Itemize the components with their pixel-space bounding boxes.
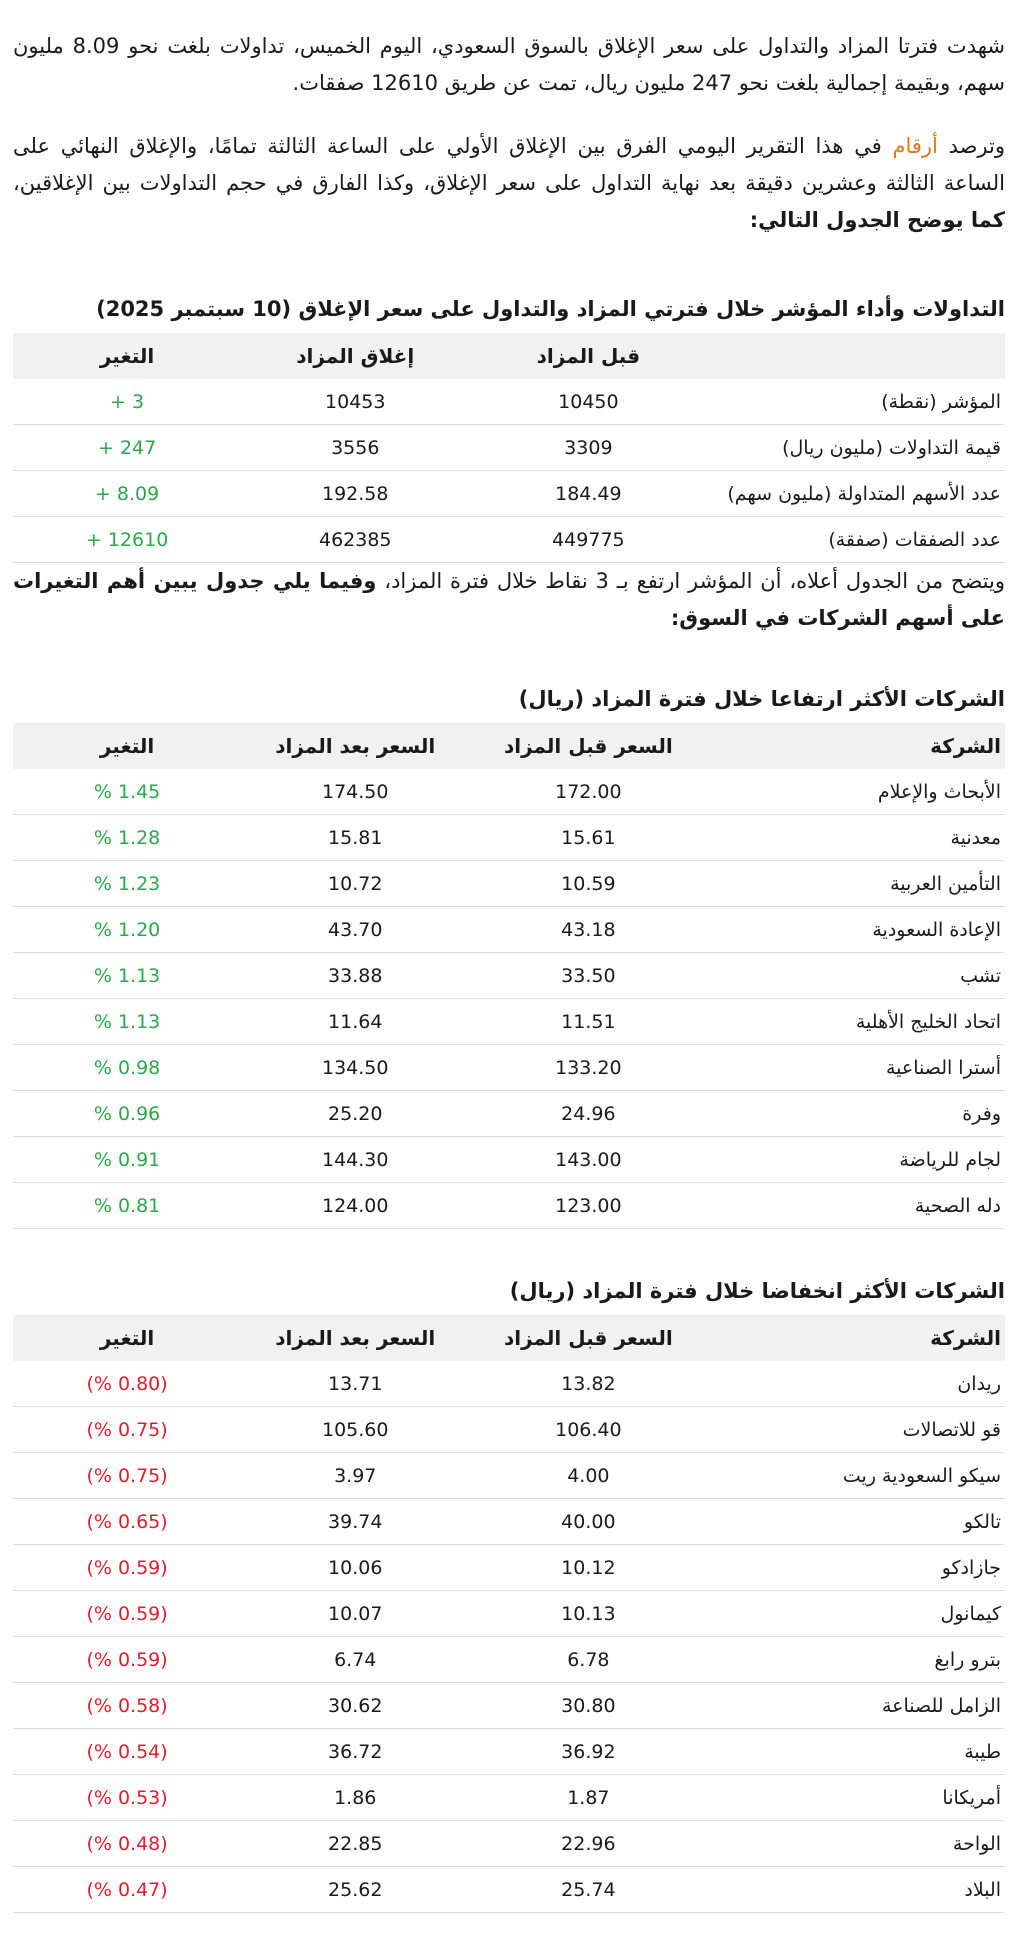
price-after: 124.00 — [241, 1183, 469, 1229]
change-percent: 1.23 % — [13, 861, 241, 907]
change-percent: (0.47 %) — [13, 1867, 241, 1913]
table-row — [13, 425, 1005, 471]
price-after: 39.74 — [241, 1499, 469, 1545]
table-row — [13, 471, 1005, 517]
table-row — [13, 1045, 1005, 1091]
middle-text: ويتضح من الجدول أعلاه، أن المؤشر ارتفع بـ 3 نقاط خلال فترة المزاد، — [376, 569, 1005, 593]
price-before: 1.87 — [469, 1775, 707, 1821]
change-percent: 0.96 % — [13, 1091, 241, 1137]
header-cell: السعر بعد المزاد — [241, 723, 469, 769]
change-percent: 0.81 % — [13, 1183, 241, 1229]
price-after: 1.86 — [241, 1775, 469, 1821]
table-row — [13, 1183, 1005, 1229]
company-name: طيبة — [707, 1729, 1005, 1775]
price-before: 40.00 — [469, 1499, 707, 1545]
table-row — [13, 1637, 1005, 1683]
table-row — [13, 1137, 1005, 1183]
price-before: 25.74 — [469, 1867, 707, 1913]
change-percent: 1.20 % — [13, 907, 241, 953]
middle-paragraph — [13, 563, 1005, 637]
price-before: 15.61 — [469, 815, 707, 861]
price-after: 134.50 — [241, 1045, 469, 1091]
price-after: 22.85 — [241, 1821, 469, 1867]
table-row — [13, 1361, 1005, 1407]
cell-after: 462385 — [241, 517, 469, 563]
table-row — [13, 1591, 1005, 1637]
price-after: 25.62 — [241, 1867, 469, 1913]
change-percent: 1.28 % — [13, 815, 241, 861]
header-cell: قبل المزاد — [469, 333, 707, 379]
table-header-row — [13, 723, 1005, 769]
price-before: 10.13 — [469, 1591, 707, 1637]
table-row — [13, 999, 1005, 1045]
header-cell: الشركة — [707, 1315, 1005, 1361]
company-name: قو للاتصالات — [707, 1407, 1005, 1453]
change-percent: 0.98 % — [13, 1045, 241, 1091]
price-before: 33.50 — [469, 953, 707, 999]
price-after: 10.06 — [241, 1545, 469, 1591]
price-after: 25.20 — [241, 1091, 469, 1137]
header-cell: السعر قبل المزاد — [469, 1315, 707, 1361]
price-after: 10.72 — [241, 861, 469, 907]
company-name: جازادكو — [707, 1545, 1005, 1591]
company-name: سيكو السعودية ريت — [707, 1453, 1005, 1499]
table-row — [13, 517, 1005, 563]
table-row — [13, 1683, 1005, 1729]
price-before: 6.78 — [469, 1637, 707, 1683]
cell-before: 3309 — [469, 425, 707, 471]
table-header-row — [13, 333, 1005, 379]
price-before: 24.96 — [469, 1091, 707, 1137]
table-row — [13, 1867, 1005, 1913]
row-label: عدد الأسهم المتداولة (مليون سهم) — [707, 471, 1005, 517]
cell-before: 184.49 — [469, 471, 707, 517]
table-row — [13, 1407, 1005, 1453]
price-after: 13.71 — [241, 1361, 469, 1407]
cell-change: 3 + — [13, 379, 241, 425]
price-before: 43.18 — [469, 907, 707, 953]
top-losers-table — [13, 1315, 1005, 1913]
company-name: الأبحاث والإعلام — [707, 769, 1005, 815]
change-percent: (0.65 %) — [13, 1499, 241, 1545]
argaam-brand-link[interactable]: أرقام — [892, 134, 938, 158]
auction-summary-table — [13, 333, 1005, 563]
cell-before: 449775 — [469, 517, 707, 563]
company-name: الزامل للصناعة — [707, 1683, 1005, 1729]
price-before: 10.59 — [469, 861, 707, 907]
intro-body: في هذا التقرير اليومي الفرق بين الإغلاق الأولي على الساعة الثالثة تمامًا، والإغلاق النهائي على الساعة الثالثة وعشرين دقيقة بعد نهاية التداول على سعر الإغلاق، وكذا الفارق في حجم التداولات بين الإغلاقين، — [13, 134, 1005, 195]
price-after: 33.88 — [241, 953, 469, 999]
price-after: 30.62 — [241, 1683, 469, 1729]
change-percent: 1.13 % — [13, 953, 241, 999]
row-label: عدد الصفقات (صفقة) — [707, 517, 1005, 563]
header-cell — [707, 333, 1005, 379]
company-name: البلاد — [707, 1867, 1005, 1913]
company-name: التأمين العربية — [707, 861, 1005, 907]
cell-change: 8.09 + — [13, 471, 241, 517]
cell-change: 247 + — [13, 425, 241, 471]
price-after: 6.74 — [241, 1637, 469, 1683]
company-name: دله الصحية — [707, 1183, 1005, 1229]
table-row — [13, 1545, 1005, 1591]
change-percent: 1.45 % — [13, 769, 241, 815]
header-cell: التغير — [13, 723, 241, 769]
price-before: 36.92 — [469, 1729, 707, 1775]
company-name: الإعادة السعودية — [707, 907, 1005, 953]
table1-title: التداولات وأداء المؤشر خلال فترتي المزاد والتداول على سعر الإغلاق (10 سبتمبر 2025) — [96, 297, 1005, 321]
intro-paragraph-2 — [13, 128, 1005, 239]
header-cell: السعر قبل المزاد — [469, 723, 707, 769]
middle-bold-text: وفيما يلي جدول يبين أهم التغيرات على أسهم الشركات في السوق: — [13, 569, 1005, 630]
price-before: 10.12 — [469, 1545, 707, 1591]
change-percent: (0.59 %) — [13, 1637, 241, 1683]
table-row — [13, 1091, 1005, 1137]
change-percent: (0.75 %) — [13, 1407, 241, 1453]
company-name: تالكو — [707, 1499, 1005, 1545]
header-cell: إغلاق المزاد — [241, 333, 469, 379]
header-cell: التغير — [13, 333, 241, 379]
price-after: 43.70 — [241, 907, 469, 953]
price-before: 106.40 — [469, 1407, 707, 1453]
change-percent: (0.59 %) — [13, 1545, 241, 1591]
table-row — [13, 379, 1005, 425]
company-name: اتحاد الخليج الأهلية — [707, 999, 1005, 1045]
company-name: كيمانول — [707, 1591, 1005, 1637]
header-cell: التغير — [13, 1315, 241, 1361]
company-name: معدنية — [707, 815, 1005, 861]
price-after: 15.81 — [241, 815, 469, 861]
cell-after: 10453 — [241, 379, 469, 425]
table-row — [13, 1453, 1005, 1499]
price-before: 133.20 — [469, 1045, 707, 1091]
row-label: قيمة التداولات (مليون ريال) — [707, 425, 1005, 471]
price-after: 10.07 — [241, 1591, 469, 1637]
price-before: 13.82 — [469, 1361, 707, 1407]
table3-title: الشركات الأكثر انخفاضا خلال فترة المزاد (ريال) — [509, 1279, 1005, 1303]
header-cell: السعر بعد المزاد — [241, 1315, 469, 1361]
company-name: لجام للرياضة — [707, 1137, 1005, 1183]
change-percent: 0.91 % — [13, 1137, 241, 1183]
change-percent: (0.59 %) — [13, 1591, 241, 1637]
price-before: 11.51 — [469, 999, 707, 1045]
price-before: 4.00 — [469, 1453, 707, 1499]
price-before: 30.80 — [469, 1683, 707, 1729]
table-row — [13, 1775, 1005, 1821]
table-row — [13, 1499, 1005, 1545]
intro-bold-text: كما يوضح الجدول التالي: — [749, 208, 1005, 232]
change-percent: (0.48 %) — [13, 1821, 241, 1867]
price-after: 36.72 — [241, 1729, 469, 1775]
intro-paragraph-1: شهدت فترتا المزاد والتداول على سعر الإغلاق بالسوق السعودي، اليوم الخميس، تداولات بلغت نحو 8.09 مليون سهم، وبقيمة إجمالية بلغت نحو 247 مليون ريال، تمت عن طريق 12610 صفقات. — [13, 34, 1005, 95]
table-row — [13, 907, 1005, 953]
cell-after: 3556 — [241, 425, 469, 471]
table-row — [13, 861, 1005, 907]
cell-after: 192.58 — [241, 471, 469, 517]
price-after: 174.50 — [241, 769, 469, 815]
company-name: أمريكانا — [707, 1775, 1005, 1821]
intro-prefix: وترصد — [937, 134, 1005, 158]
change-percent: (0.75 %) — [13, 1453, 241, 1499]
company-name: ريدان — [707, 1361, 1005, 1407]
table-row — [13, 1821, 1005, 1867]
change-percent: (0.53 %) — [13, 1775, 241, 1821]
price-before: 172.00 — [469, 769, 707, 815]
price-after: 105.60 — [241, 1407, 469, 1453]
price-after: 144.30 — [241, 1137, 469, 1183]
header-cell: الشركة — [707, 723, 1005, 769]
change-percent: (0.58 %) — [13, 1683, 241, 1729]
table-row — [13, 769, 1005, 815]
table-row — [13, 815, 1005, 861]
table-row — [13, 1729, 1005, 1775]
price-after: 11.64 — [241, 999, 469, 1045]
company-name: تشب — [707, 953, 1005, 999]
table2-title: الشركات الأكثر ارتفاعا خلال فترة المزاد (ريال) — [518, 687, 1005, 711]
company-name: أسترا الصناعية — [707, 1045, 1005, 1091]
price-before: 22.96 — [469, 1821, 707, 1867]
company-name: وفرة — [707, 1091, 1005, 1137]
table-header-row — [13, 1315, 1005, 1361]
row-label: المؤشر (نقطة) — [707, 379, 1005, 425]
price-before: 123.00 — [469, 1183, 707, 1229]
change-percent: (0.54 %) — [13, 1729, 241, 1775]
price-before: 143.00 — [469, 1137, 707, 1183]
cell-change: 12610 + — [13, 517, 241, 563]
change-percent: 1.13 % — [13, 999, 241, 1045]
top-gainers-table — [13, 723, 1005, 1229]
article-body — [9, 0, 1009, 1913]
cell-before: 10450 — [469, 379, 707, 425]
price-after: 3.97 — [241, 1453, 469, 1499]
company-name: بترو رابغ — [707, 1637, 1005, 1683]
company-name: الواحة — [707, 1821, 1005, 1867]
change-percent: (0.80 %) — [13, 1361, 241, 1407]
table-row — [13, 953, 1005, 999]
